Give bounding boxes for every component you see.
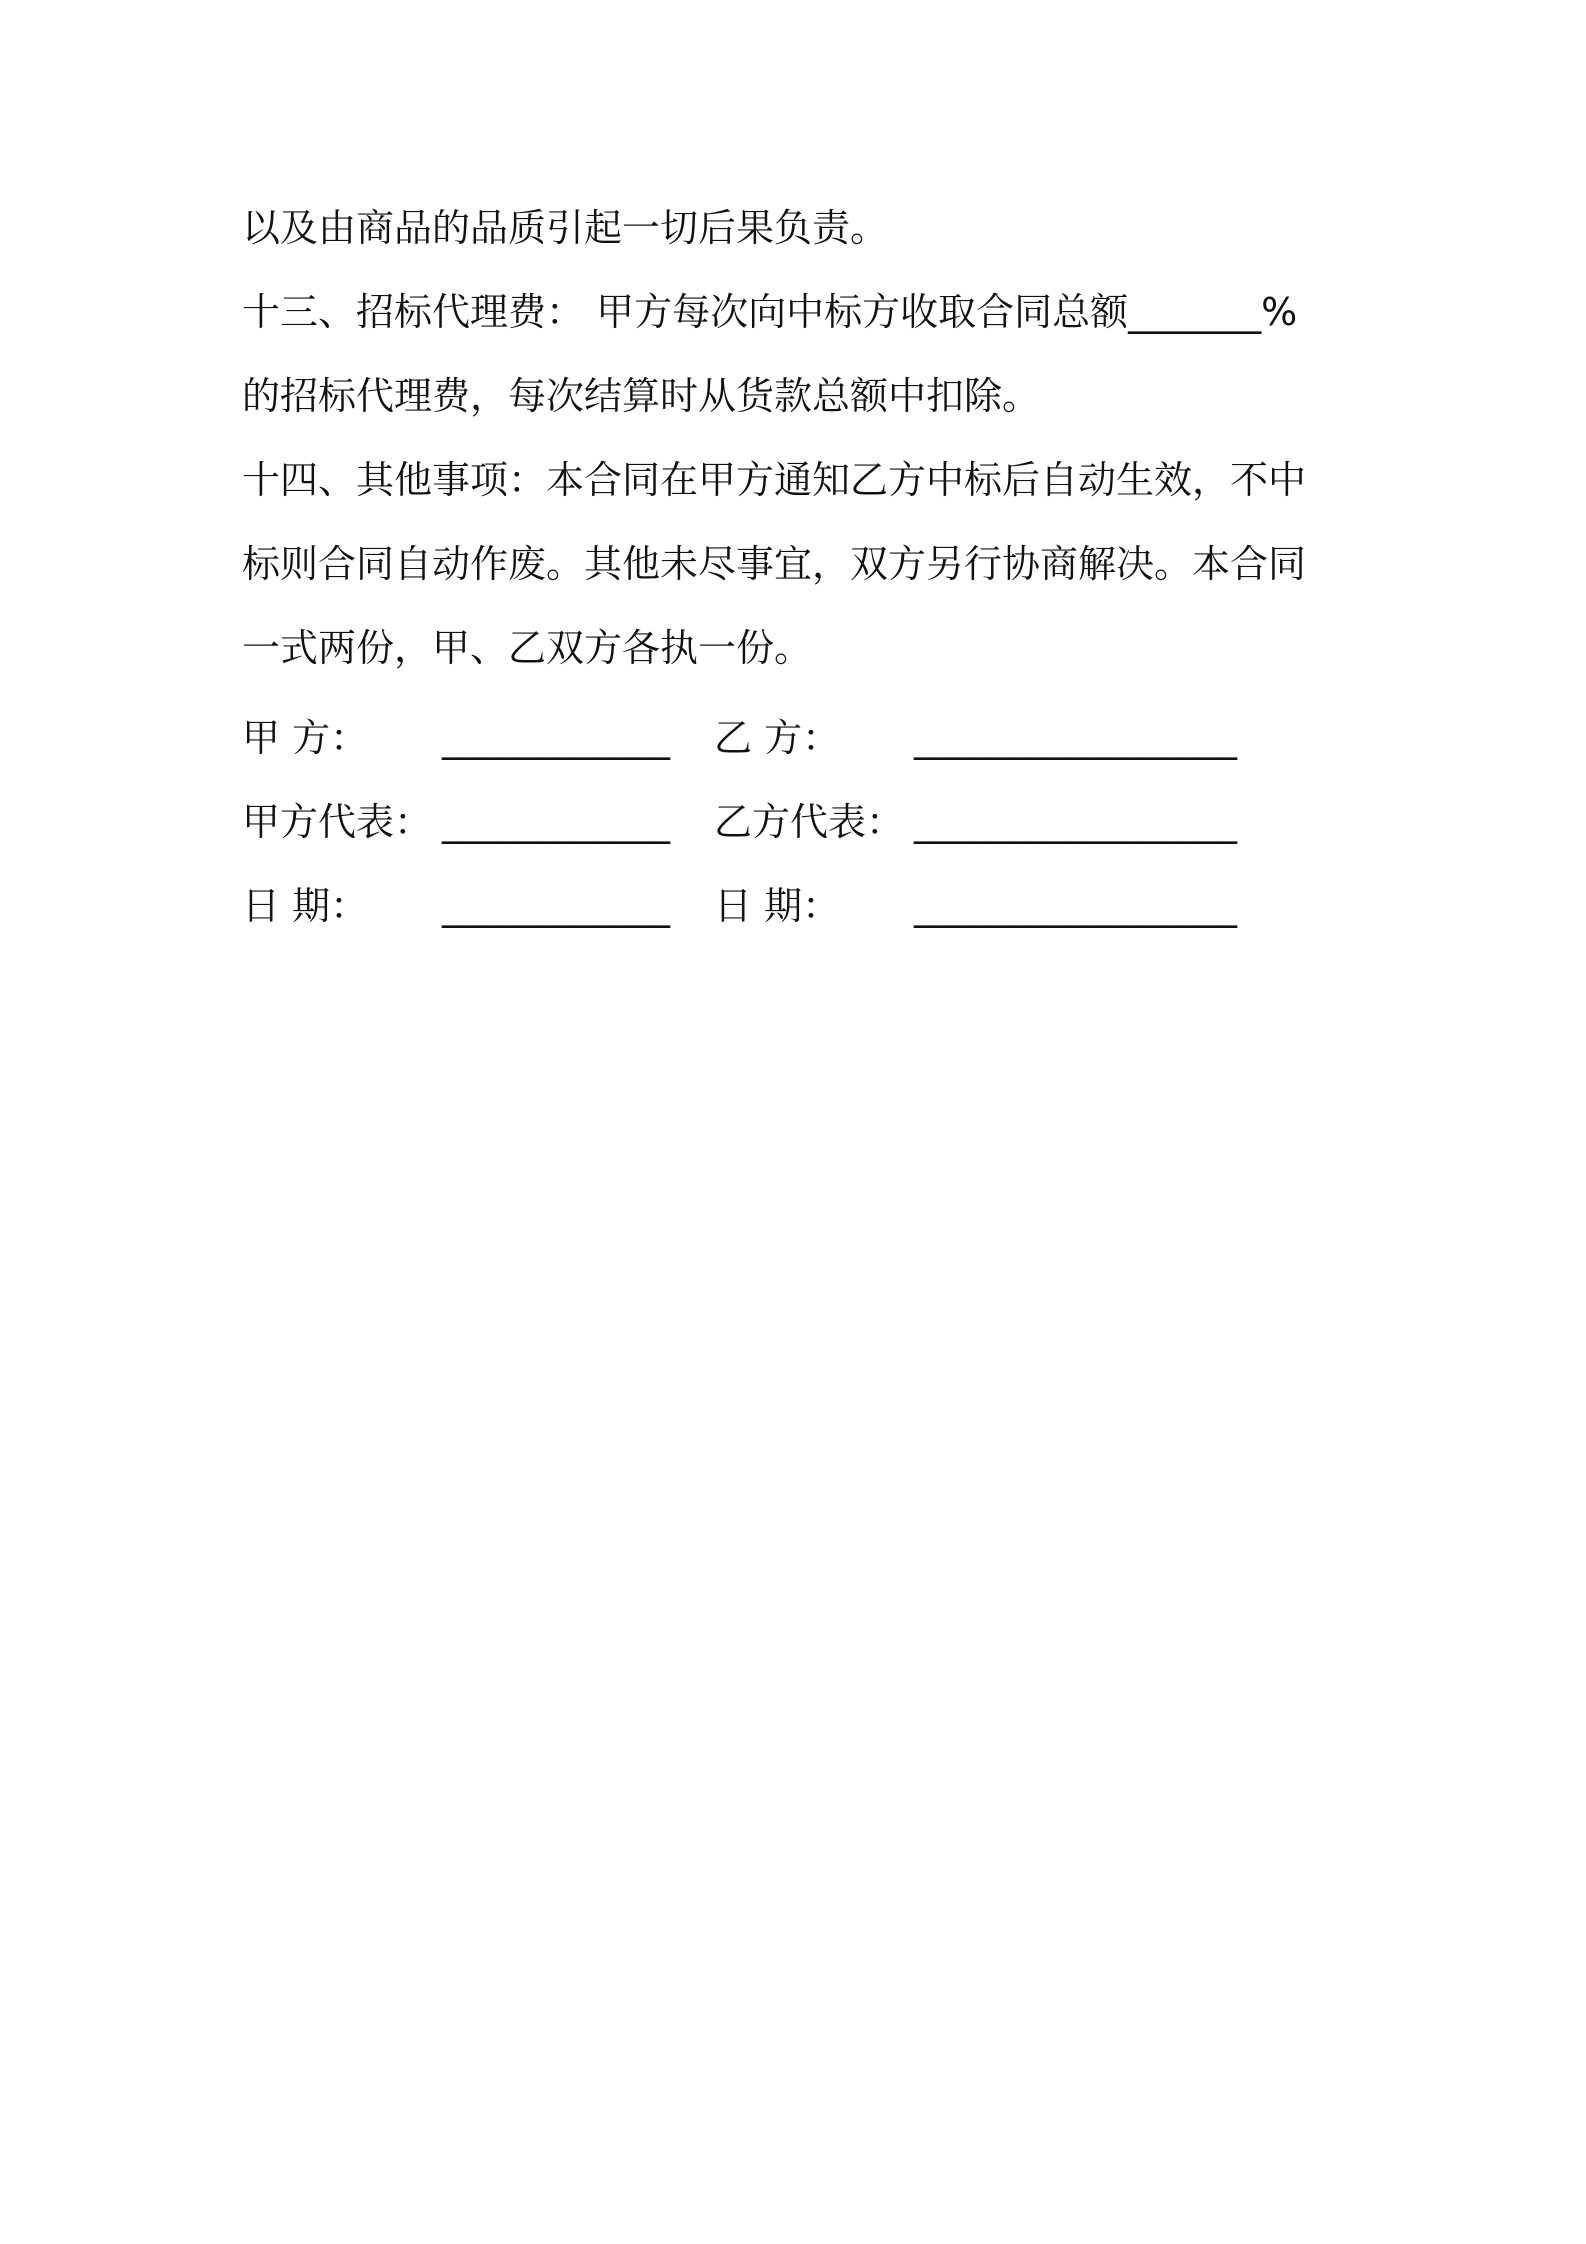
party-a-date-label: 日 期：	[242, 884, 369, 928]
paragraph-line-4: 十四、其他事项：本合同在甲方通知乙方中标后自动生效，不中	[242, 458, 1307, 502]
party-b-label: 乙 方：	[714, 716, 841, 760]
paragraph-line-1: 以及由商品的品质引起一切后果负责。	[242, 206, 889, 250]
paragraph-line-6: 一式两份，甲、乙双方各执一份。	[242, 626, 813, 670]
paragraph-line-3: 的招标代理费，每次结算时从货款总额中扣除。	[242, 374, 1041, 418]
party-b-date-blank: _________________	[914, 884, 1237, 928]
party-b-representative-blank: _________________	[914, 800, 1237, 844]
party-a-label: 甲 方：	[242, 716, 369, 760]
party-b-date-label: 日 期：	[714, 884, 841, 928]
party-a-blank: ____________	[442, 716, 670, 760]
party-b-representative-label: 乙方代表：	[714, 800, 905, 844]
party-a-date-blank: ____________	[442, 884, 670, 928]
paragraph-line-2: 十三、招标代理费： 甲方每次向中标方收取合同总额_______%	[242, 290, 1298, 334]
party-a-representative-label: 甲方代表：	[242, 800, 433, 844]
party-a-representative-blank: ____________	[442, 800, 670, 844]
party-b-blank: _________________	[914, 716, 1237, 760]
paragraph-line-5: 标则合同自动作废。其他未尽事宜，双方另行协商解决。本合同	[242, 542, 1307, 586]
